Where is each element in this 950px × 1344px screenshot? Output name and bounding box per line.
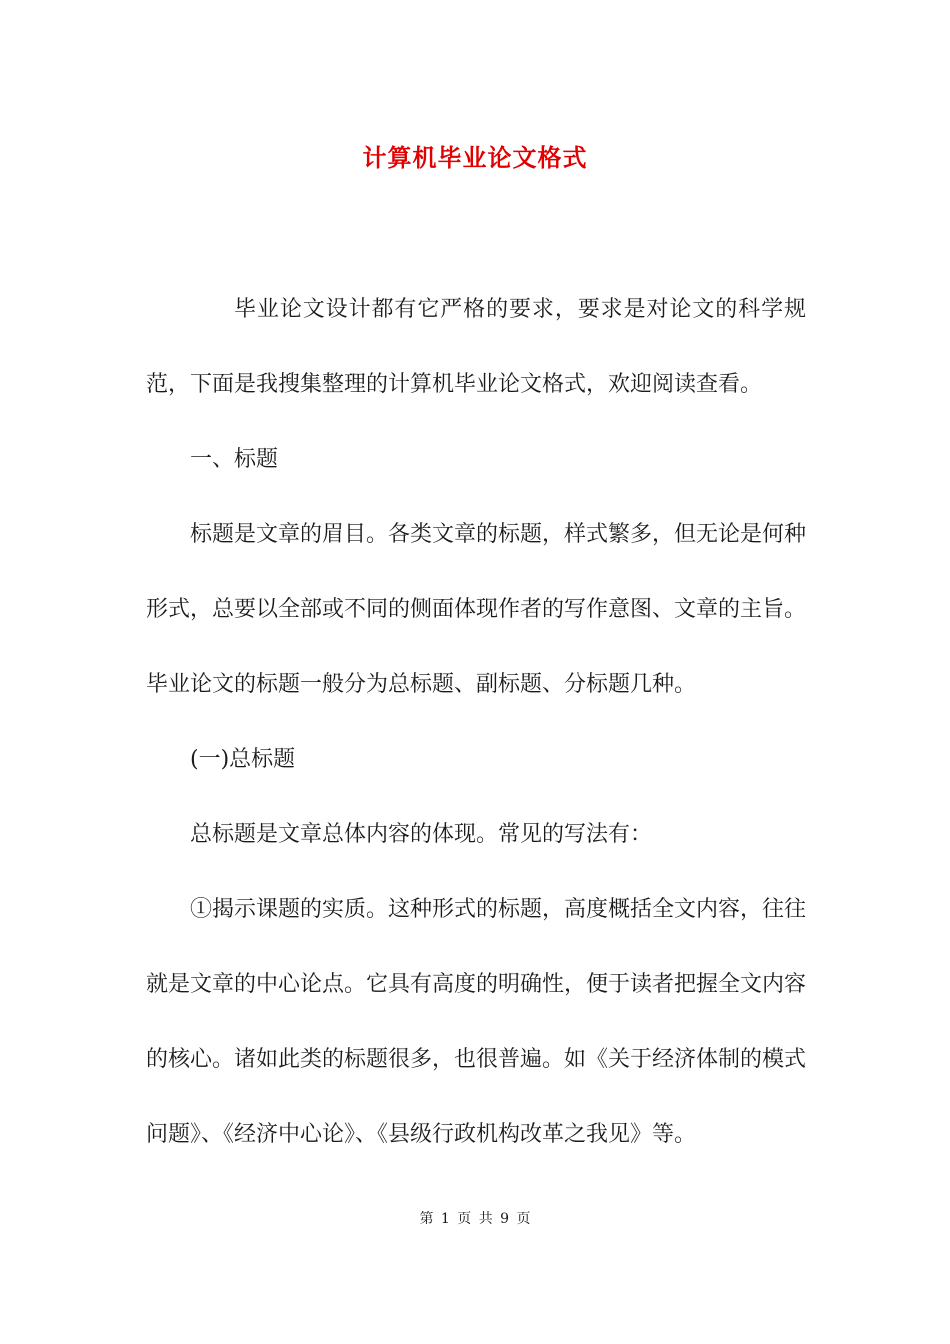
paragraph-main-title-intro: 总标题是文章总体内容的体现。常见的写法有： bbox=[190, 822, 653, 847]
heading-section-1: 一、标题 bbox=[190, 447, 279, 472]
paragraph-method-1: ①揭示课题的实质。这种形式的标题，高度概括全文内容，往往就是文章的中心论点。它具有高度的明确性，便于读者把握全文内容的核心。诸如此类的标题很多，也很普遍。如《关于经济体制的模式问题》、《经济中心论》、《县级行政机构改革之我见》等。 bbox=[146, 897, 807, 1147]
page-number: 第 1 页 共 9 页 bbox=[419, 1211, 531, 1227]
document-title: 计算机毕业论文格式 bbox=[362, 143, 588, 172]
paragraph-intro: 毕业论文设计都有它严格的要求，要求是对论文的科学规范，下面是我搜集整理的计算机毕业论文格式，欢迎阅读查看。 bbox=[146, 297, 806, 397]
heading-subsection-1: (一)总标题 bbox=[190, 747, 296, 772]
document-body bbox=[146, 272, 806, 1172]
paragraph-title-purpose: 标题是文章的眉目。各类文章的标题，样式繁多，但无论是何种形式，总要以全部或不同的侧面体现作者的写作意图、文章的主旨。毕业论文的标题一般分为总标题、副标题、分标题几种。 bbox=[146, 522, 807, 697]
